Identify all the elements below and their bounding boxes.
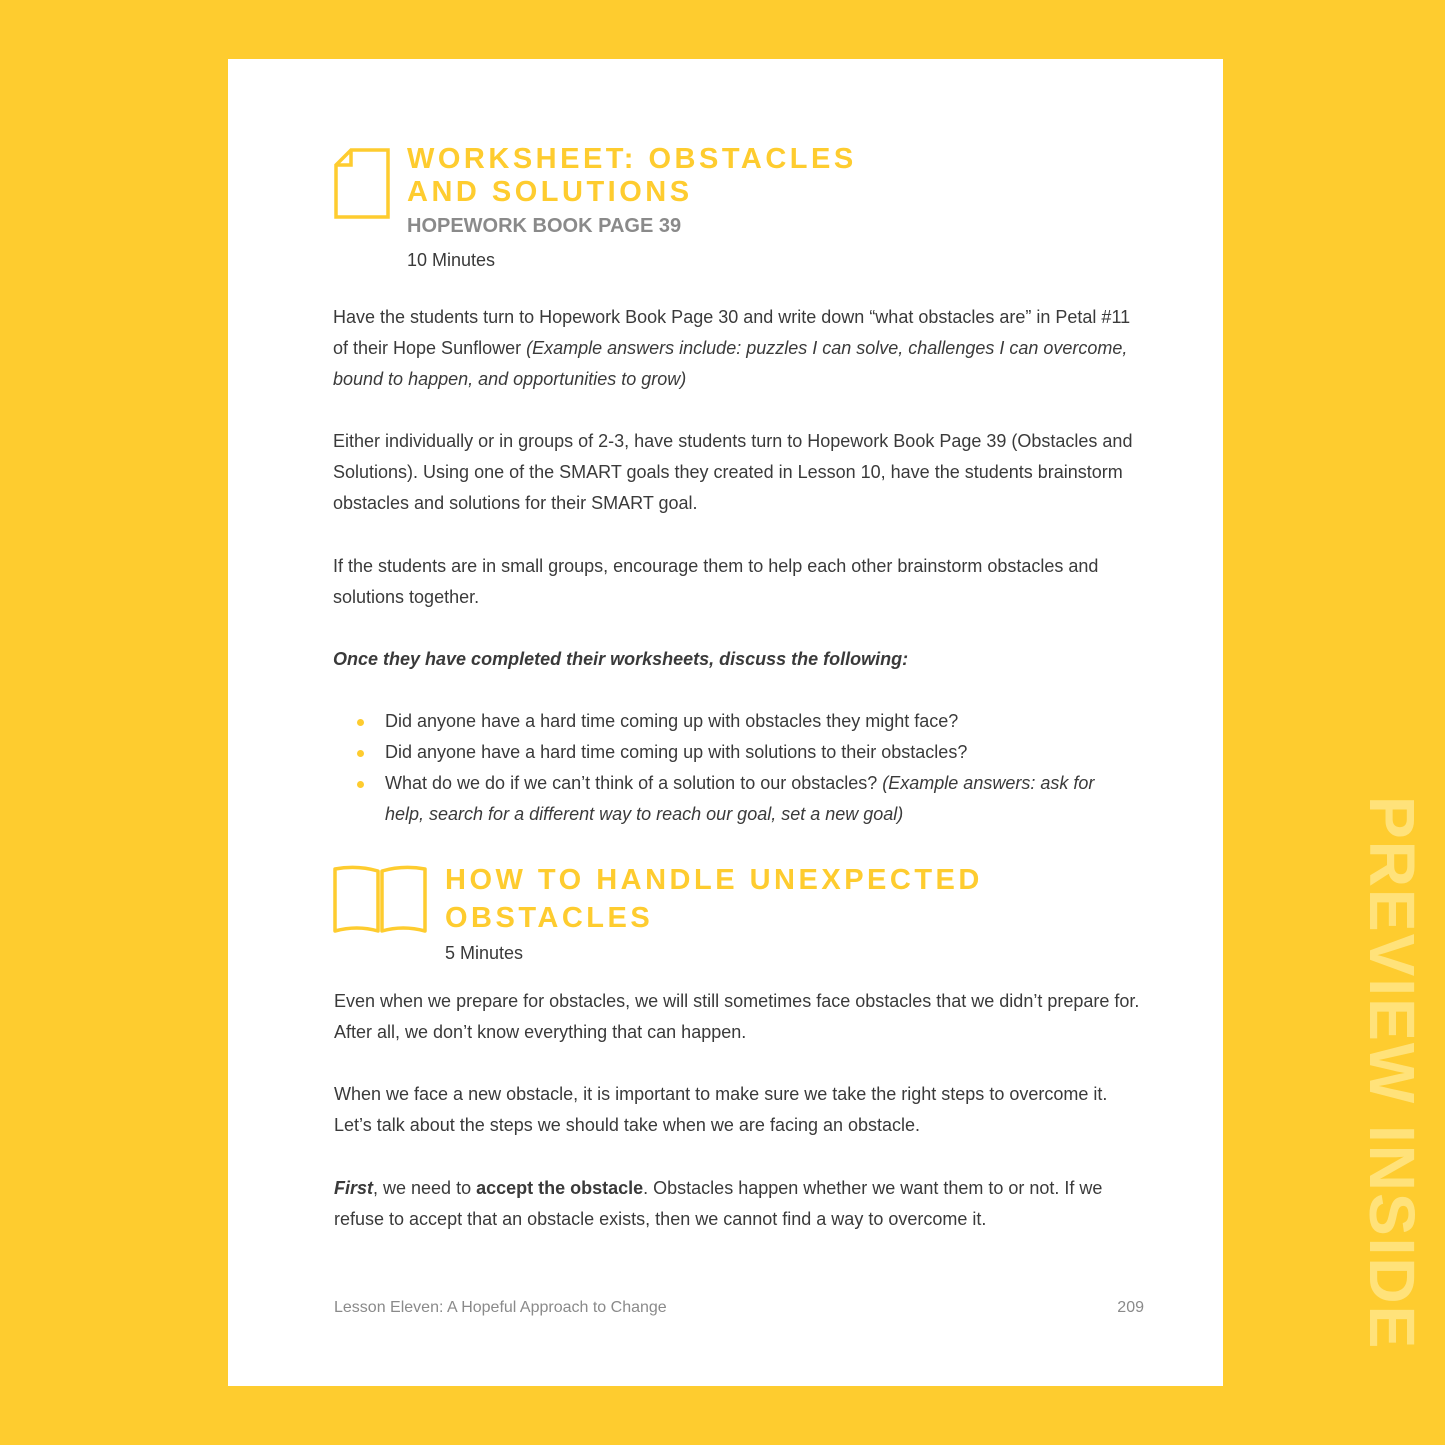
- section-title: [445, 861, 983, 937]
- paragraph: Either individually or in groups of 2-3, have students turn to Hopework Book Page 39 (Obstacles and Solutions). Using one of the SMART goals they created in Lesson 10, have the students brainstorm obstacles and solutions for their SMART goal.: [333, 431, 1133, 513]
- paragraph: When we face a new obstacle, it is important to make sure we take the right steps to overcome it. Let’s talk about the steps we should take when we are facing an obstacle.: [334, 1084, 1108, 1135]
- section-title-line-2: AND SOLUTIONS: [407, 176, 693, 208]
- list-item: Did anyone have a hard time coming up with solutions to their obstacles?: [333, 737, 1103, 768]
- preview-watermark: PREVIEW INSIDE: [1356, 796, 1428, 1351]
- discussion-heading-text: Once they have completed their worksheets, discuss the following:: [333, 649, 909, 669]
- bullet-icon: [357, 750, 364, 757]
- paragraph: First, we need to accept the obstacle. Obstacles happen whether we want them to or not. If we refuse to accept that an obstacle exists, then we cannot find a way to overcome it.: [334, 1178, 1103, 1229]
- paragraph-text: Have the students turn to Hopework Book Page 30 and write down “what obstacles are” in Petal #11 of their Hope Sunflower: [333, 307, 1131, 358]
- list-item: What do we do if we can’t think of a solution to our obstacles? (Example answers: ask for help, search for a different way to reach our goal, set a new goal): [333, 768, 1103, 830]
- section-subtitle: HOPEWORK BOOK PAGE 39: [407, 215, 682, 237]
- list-item: Did anyone have a hard time coming up with obstacles they might face?: [333, 706, 1103, 737]
- section-title: [407, 143, 857, 209]
- paragraph: [333, 302, 1148, 395]
- paragraph-italic-note: (Example answers include: puzzles I can solve, challenges I can overcome, bound to happen, and opportunities to grow): [333, 338, 1128, 389]
- section-title-line-1: HOW TO HANDLE UNEXPECTED: [445, 864, 983, 896]
- document-page: [228, 59, 1223, 1386]
- section-duration: 5 Minutes: [445, 943, 524, 963]
- open-book-icon: [332, 865, 428, 935]
- bullet-icon: [357, 719, 364, 726]
- page-number: 209: [1117, 1299, 1144, 1316]
- document-icon: [334, 148, 390, 220]
- paragraph: If the students are in small groups, encourage them to help each other brainstorm obstacles and solutions together.: [333, 556, 1099, 607]
- paragraph: Even when we prepare for obstacles, we will still sometimes face obstacles that we didn’t prepare for. After all, we don’t know everything that can happen.: [334, 991, 1140, 1042]
- section-title-line-1: WORKSHEET: OBSTACLES: [407, 143, 857, 175]
- discussion-heading: [333, 644, 1148, 675]
- footer-lesson-title: Lesson Eleven: A Hopeful Approach to Change: [334, 1299, 667, 1316]
- section-duration: 10 Minutes: [407, 250, 496, 270]
- discussion-list: [333, 706, 1103, 830]
- bullet-icon: [357, 781, 364, 788]
- section-title-line-2: OBSTACLES: [445, 902, 654, 934]
